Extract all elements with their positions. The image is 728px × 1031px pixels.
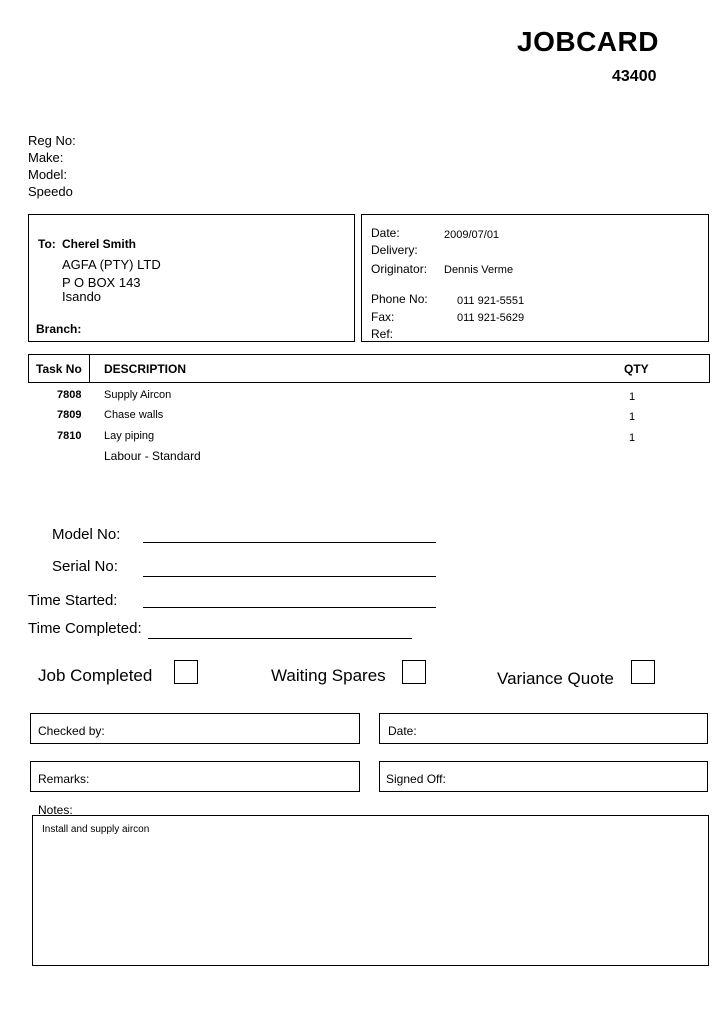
notes-label: Notes: xyxy=(38,803,73,817)
table-row-qty: 1 xyxy=(629,432,636,444)
variance-quote-label: Variance Quote xyxy=(497,669,614,688)
time-started-line[interactable] xyxy=(143,607,436,608)
speedo-label: Speedo xyxy=(28,184,73,199)
ref-label: Ref: xyxy=(371,327,394,341)
description-header: DESCRIPTION xyxy=(104,362,187,376)
notes-text: Install and supply aircon xyxy=(42,824,150,835)
fax-value: 011 921-5629 xyxy=(457,312,525,324)
customer-address-line1: P O BOX 143 xyxy=(62,275,141,290)
remarks-label: Remarks: xyxy=(38,772,90,786)
model-label: Model: xyxy=(28,167,68,182)
table-row-qty: 1 xyxy=(629,411,636,423)
waiting-spares-label: Waiting Spares xyxy=(271,666,386,685)
phone-value: 011 921-5551 xyxy=(457,295,525,307)
time-completed-label: Time Completed: xyxy=(28,620,142,637)
time-completed-line[interactable] xyxy=(148,638,412,639)
table-row-task: 7809 xyxy=(57,409,82,421)
model-no-label: Model No: xyxy=(52,526,121,543)
date-box[interactable] xyxy=(379,713,708,744)
originator-label: Originator: xyxy=(371,262,428,276)
date-value: 2009/07/01 xyxy=(444,229,500,241)
table-row-desc: Chase walls xyxy=(104,409,164,421)
job-completed-checkbox[interactable] xyxy=(174,660,198,684)
details-box xyxy=(361,214,709,342)
make-label: Make: xyxy=(28,150,64,165)
table-row-desc: Lay piping xyxy=(104,430,155,442)
customer-name: Cherel Smith xyxy=(62,237,137,251)
variance-quote-checkbox[interactable] xyxy=(631,660,655,684)
table-row-desc: Supply Aircon xyxy=(104,389,172,401)
reg-no-label: Reg No: xyxy=(28,133,76,148)
fax-label: Fax: xyxy=(371,310,395,324)
customer-address-line2: Isando xyxy=(62,289,102,304)
serial-no-line[interactable] xyxy=(143,576,436,577)
waiting-spares-checkbox[interactable] xyxy=(402,660,426,684)
task-no-header: Task No xyxy=(36,362,82,376)
serial-no-label: Serial No: xyxy=(52,558,118,575)
signed-off-label: Signed Off: xyxy=(386,772,446,786)
jobcard-number: 43400 xyxy=(612,68,657,85)
date-label: Date: xyxy=(371,226,400,240)
phone-label: Phone No: xyxy=(371,292,428,306)
table-row-task: 7810 xyxy=(57,430,82,442)
originator-value: Dennis Verme xyxy=(444,264,514,276)
notes-box[interactable] xyxy=(32,815,709,966)
delivery-label: Delivery: xyxy=(371,243,418,257)
labour-line: Labour - Standard xyxy=(104,449,201,463)
qty-header: QTY xyxy=(624,362,649,376)
table-row-qty: 1 xyxy=(629,391,636,403)
jobcard-title: JOBCARD xyxy=(517,26,659,57)
job-completed-label: Job Completed xyxy=(38,666,153,685)
signoff-date-label: Date: xyxy=(388,724,417,738)
time-started-label: Time Started: xyxy=(28,592,118,609)
model-no-line[interactable] xyxy=(143,542,436,543)
to-label: To: xyxy=(38,237,56,251)
checked-by-label: Checked by: xyxy=(38,724,105,738)
branch-label: Branch: xyxy=(36,322,82,336)
customer-company: AGFA (PTY) LTD xyxy=(62,257,161,272)
table-row-task: 7808 xyxy=(57,389,82,401)
